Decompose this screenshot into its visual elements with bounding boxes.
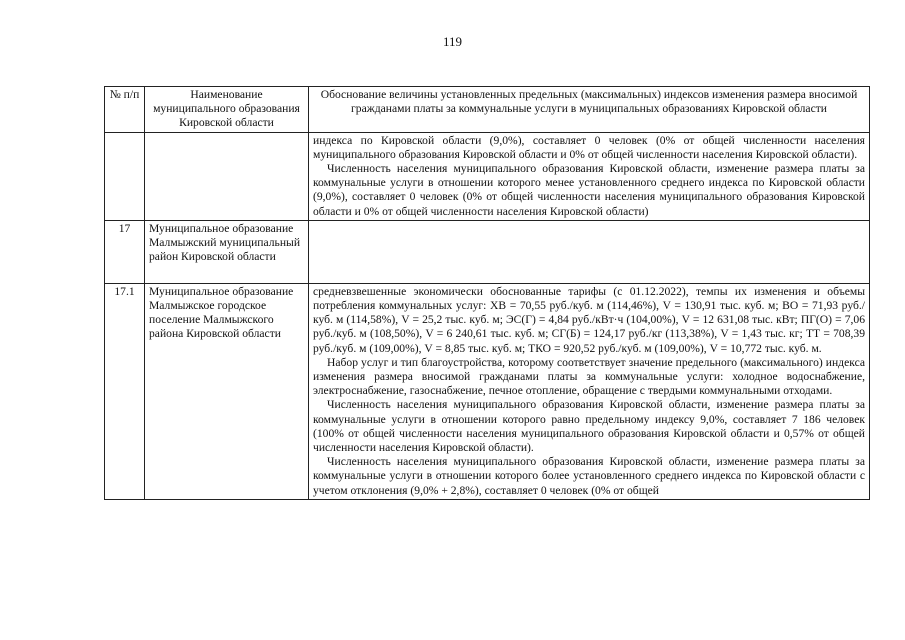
row-number [105, 132, 145, 220]
row-justification [309, 283, 870, 499]
table-row [105, 283, 870, 499]
row-number: 17.1 [105, 283, 145, 499]
paragraph: Набор услуг и тип благоустройства, которому соответствует значение предельного (максимального) индекса изменения размера вносимой гражданами платы за коммунальные услуги: холодное водоснабжение, электроснабжение, газоснабжение, печное отопление, обращение с твердыми коммунальными отходами. [313, 355, 865, 398]
row-municipality [145, 132, 309, 220]
row-justification [309, 220, 870, 283]
header-municipality-name: Наименование муниципального образования Кировской области [145, 87, 309, 133]
tariff-justification-table [104, 86, 870, 500]
table-row [105, 132, 870, 220]
row-justification [309, 132, 870, 220]
paragraph: средневзвешенные экономически обоснованные тарифы (с 01.12.2022), темпы их изменения и объемы потребления коммунальных услуг: ХВ = 70,55 руб./куб. м (114,46%), V = 130,91 тыс. куб. м; ВО = 71,93 руб./куб. м (114,58%), V = 25,2 тыс. куб. м; ЭС(Г) = 4,84 руб./кВт·ч (104,00%), V = 12 631,08 тыс. кВт; ПГ(О) = 7,06 руб./куб. м (108,50%), V = 6 240,61 тыс. куб. м; СГ(Б) = 124,17 руб./кг (113,38%), V = 1,43 тыс. кг; ТТ = 708,39 руб./куб. м (109,00%), V = 8,85 тыс. куб. м; ТКО = 920,52 руб./куб. м (109,00%), V = 10,772 тыс. куб. м. [313, 284, 865, 355]
paragraph: индекса по Кировской области (9,0%), составляет 0 человек (0% от общей численности населения муниципального образования Кировской области и 0% от общей численности населения Кировской области). [313, 133, 865, 161]
paragraph: Численность населения муниципального образования Кировской области, изменение размера платы за коммунальные услуги в отношении которого менее установленного среднего индекса по Кировской области (9,0%), составляет 0 человек (0% от общей численности населения муниципального образования Кировской области и 0% от общей численности населения Кировской области) [313, 162, 865, 218]
row-municipality: Муниципальное образование Малмыжский муниципальный район Кировской области [145, 220, 309, 283]
paragraph: Численность населения муниципального образования Кировской области, изменение размера платы за коммунальные услуги в отношении которого более установленного среднего индекса по Кировской области с учетом отклонения (9,0% + 2,8%), составляет 0 человек (0% от общей [313, 455, 865, 497]
paragraph: Численность населения муниципального образования Кировской области, изменение размера платы за коммунальные услуги в отношении которого равно предельному индексу 9,0%, составляет 7 186 человек (100% от общей численности населения муниципального образования Кировской области и 0,57% от общей численности населения Кировской области). [313, 398, 865, 455]
table-header-row [105, 87, 870, 133]
page-number: 119 [442, 34, 463, 49]
header-justification: Обоснование величины установленных предельных (максимальных) индексов изменения размера вносимой гражданами платы за коммунальные услуги в муниципальных образованиях Кировской области [309, 87, 870, 133]
header-number: № п/п [105, 87, 145, 133]
row-municipality: Муниципальное образование Малмыжское городское поселение Малмыжского района Кировской области [145, 283, 309, 499]
row-number: 17 [105, 220, 145, 283]
table-row [105, 220, 870, 283]
